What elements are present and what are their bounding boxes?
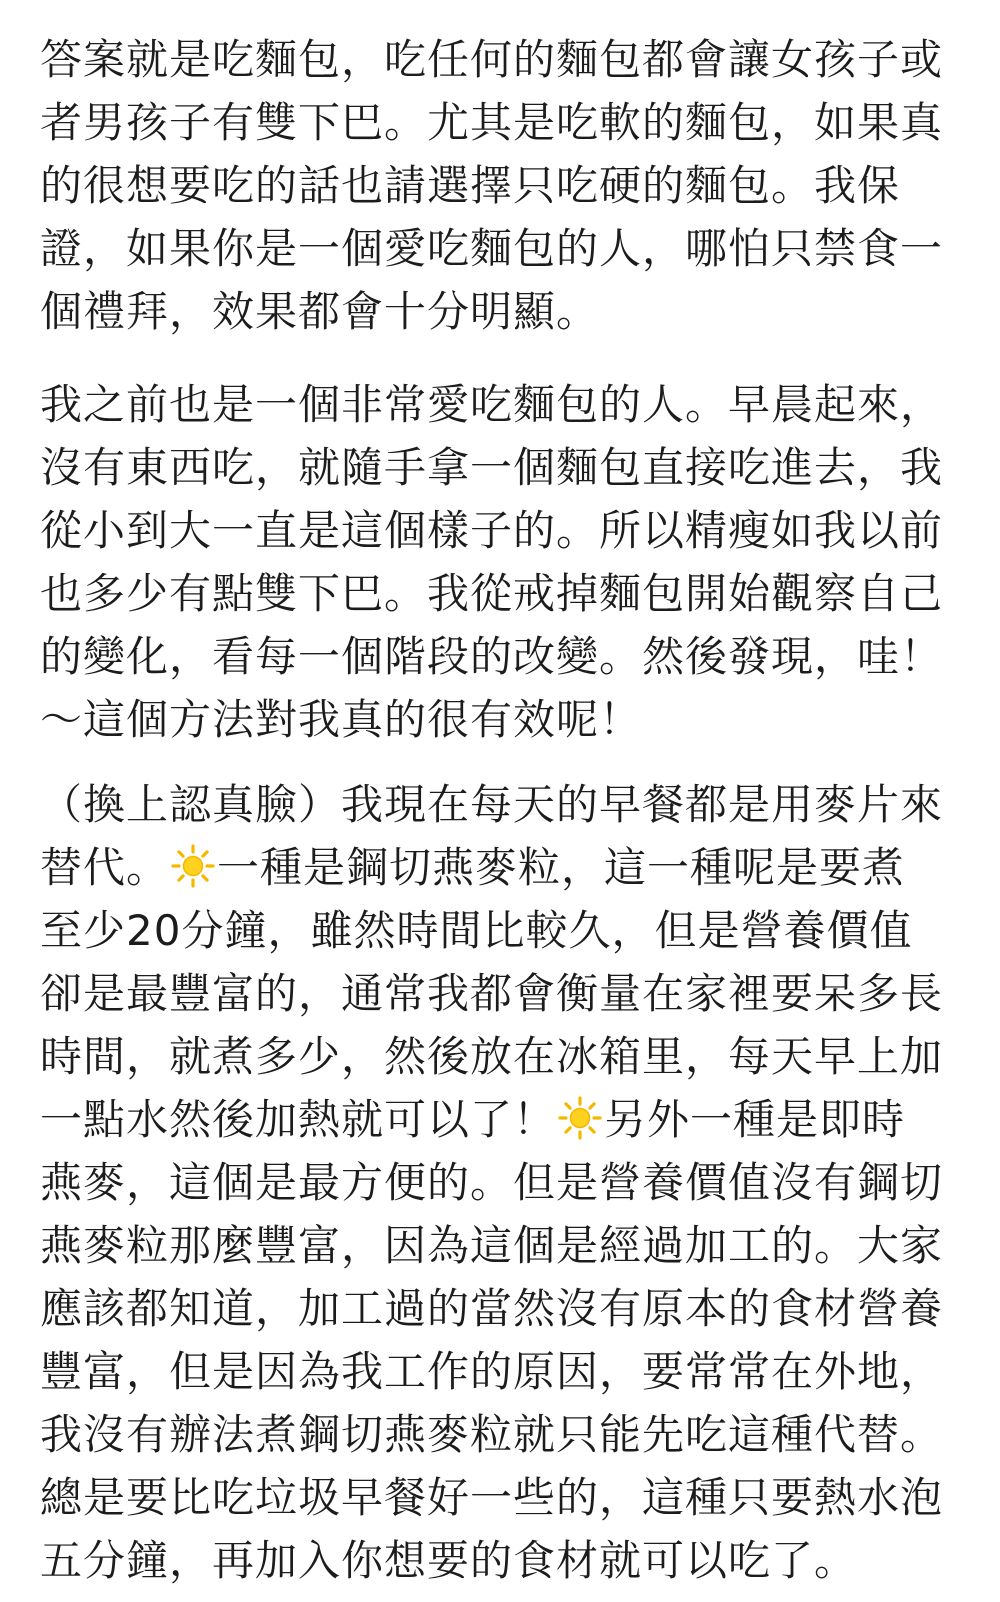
text-line: 者男孩子有雙下巴。尤其是吃軟的麵包，如果真 [40,98,944,147]
text-line [40,836,962,899]
text-line: （換上認真臉）我現在每天的早餐都是用麥片來 [40,780,944,829]
sun-emoji-icon [171,844,215,888]
text-line: 燕麥粒那麼豐富，因為這個是經過加工的。大家 [40,1221,944,1270]
text-line: ～這個方法對我真的很有效呢！ [40,695,643,744]
text-line: 個禮拜，效果都會十分明顯。 [40,287,600,336]
text-line: 燕麥，這個是最方便的。但是營養價值沒有鋼切 [40,1158,944,1207]
text-segment: 替代。 [40,843,170,892]
text-line: 的很想要吃的話也請選擇只吃硬的麵包。我保 [40,161,901,210]
paragraph-bread [40,28,962,343]
paragraph-oatmeal [40,773,962,1592]
text-line: 的變化，看每一個階段的改變。然後發現，哇！ [40,632,944,681]
sun-emoji-icon [558,1096,602,1140]
text-segment: 一種是鋼切燕麥粒，這一種呢是要煮 [217,843,906,892]
paragraph-experience [40,373,962,751]
text-line: 至少20分鐘，雖然時間比較久，但是營養價值 [40,906,913,955]
text-line: 時間，就煮多少，然後放在冰箱里，每天早上加 [40,1032,944,1081]
article-body [40,28,962,1592]
text-line: 我沒有辦法煮鋼切燕麥粒就只能先吃這種代替。 [40,1410,944,1459]
text-line: 答案就是吃麵包，吃任何的麵包都會讓女孩子或 [40,35,944,84]
text-line: 豐富，但是因為我工作的原因，要常常在外地， [40,1347,944,1396]
text-line: 卻是最豐富的，通常我都會衡量在家裡要呆多長 [40,969,944,1018]
text-line: 應該都知道，加工過的當然沒有原本的食材營養 [40,1284,944,1333]
text-segment: 另外一種是即時 [604,1095,906,1144]
text-line [40,1088,962,1151]
text-line: 證，如果你是一個愛吃麵包的人，哪怕只禁食一 [40,224,944,273]
text-line: 沒有東西吃，就隨手拿一個麵包直接吃進去，我 [40,443,944,492]
text-line: 總是要比吃垃圾早餐好一些的，這種只要熱水泡 [40,1473,944,1522]
text-line: 從小到大一直是這個樣子的。所以精瘦如我以前 [40,506,944,555]
text-line: 五分鐘，再加入你想要的食材就可以吃了。 [40,1536,858,1585]
paragraph-spacer [40,751,962,773]
paragraph-spacer [40,343,962,373]
text-segment: 一點水然後加熱就可以了！ [40,1095,557,1144]
text-line: 我之前也是一個非常愛吃麵包的人。早晨起來， [40,380,944,429]
text-line: 也多少有點雙下巴。我從戒掉麵包開始觀察自己 [40,569,944,618]
